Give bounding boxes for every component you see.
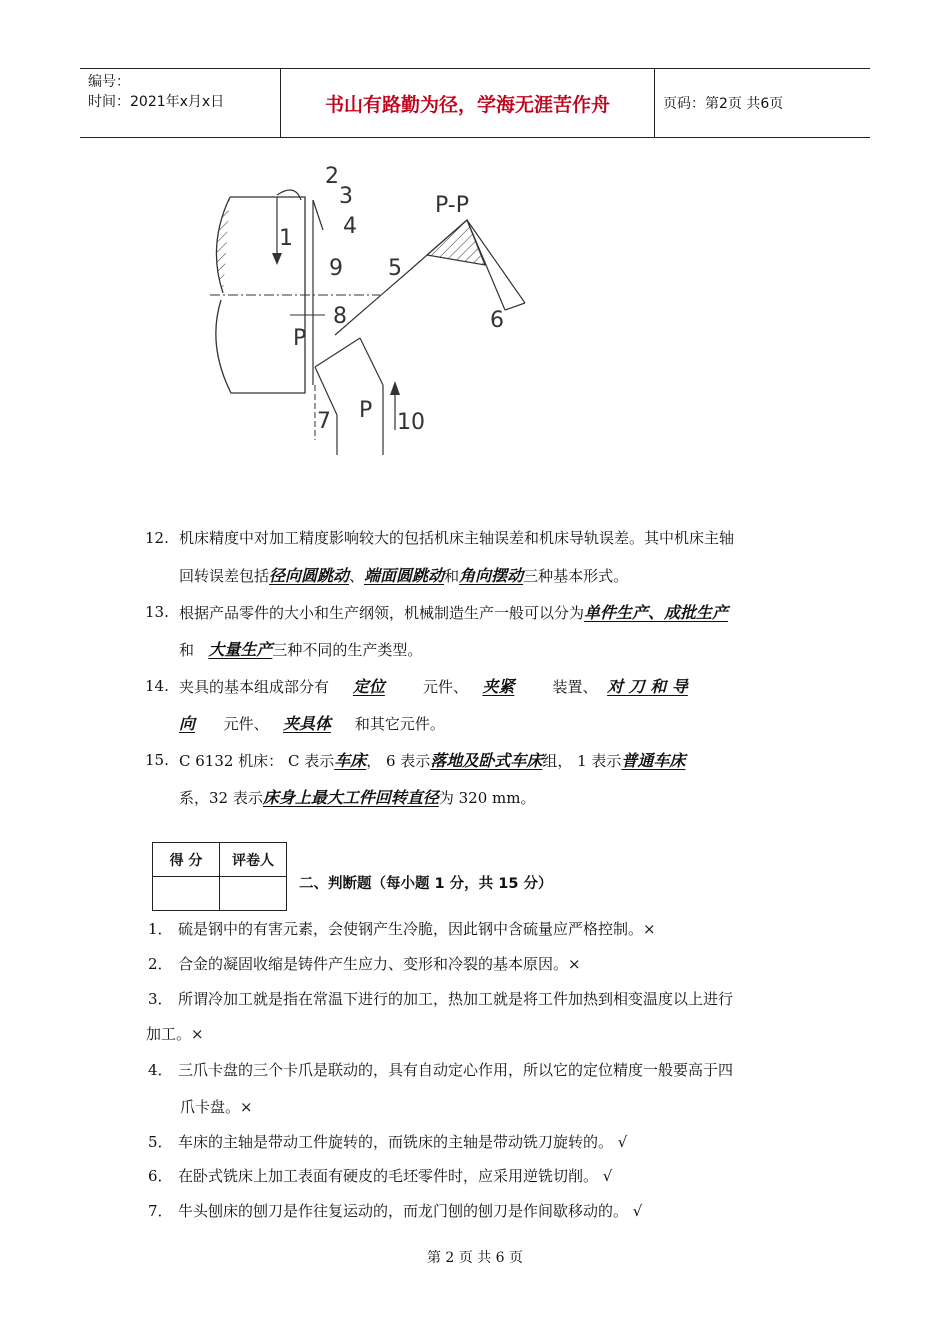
answer-tool-setting: 对 刀 和 导 (607, 677, 688, 696)
label-6: 6 (490, 308, 504, 333)
judge-item-2: 2． 合金的凝固收缩是铸件产生应力、变形和冷裂的基本原因。× (148, 955, 581, 973)
tool-angle-diagram (195, 155, 555, 465)
item-text: C 6132 机床： C 表示车床， 6 表示落地及卧式车床组， 1 表示普通车床 (179, 751, 686, 770)
page-label: 页码：第2页 共6页 (663, 96, 784, 112)
section-label: P-P (435, 193, 469, 218)
answer-axial-runout: 端面圆跳动 (364, 566, 445, 585)
item-text: 机床精度中对加工精度影响较大的包括机床主轴误差和机床导轨误差。其中机床主轴 (179, 529, 735, 547)
p-label-left: P (293, 326, 307, 351)
label-9: 9 (329, 256, 343, 281)
answer-mass: 大量生产 (208, 640, 273, 659)
header-motto (281, 69, 655, 137)
answer-lathe-group: 落地及卧式车床 (430, 751, 543, 770)
label-8: 8 (333, 304, 347, 329)
answer-max-diameter: 床身上最大工件回转直径 (262, 788, 439, 807)
section-title: 二、判断题（每小题 1 分，共 15 分） (299, 876, 553, 892)
time-label: 时间：2021年x月x日 (88, 94, 225, 110)
fill-item-15 (145, 742, 825, 816)
grader-label: 评卷人 (220, 843, 287, 877)
answer-angular-swing: 角向摆动 (459, 566, 524, 585)
motto-text: 书山有路勤为径，学海无涯苦作舟 (324, 93, 610, 116)
answer-batch: 成批生产 (664, 603, 729, 622)
item-text: 根据产品零件的大小和生产纲领，机械制造生产一般可以分为单件生产、成批生产 (179, 603, 729, 622)
diagram-svg (195, 155, 555, 465)
answer-clamping: 夹紧 (482, 677, 515, 696)
answer-lathe: 车床 (334, 751, 367, 770)
item-text-line2: 向 元件、 夹具体 和其它元件。 (179, 714, 445, 733)
label-5: 5 (388, 256, 402, 281)
label-2: 2 (325, 164, 339, 189)
score-field[interactable] (153, 877, 220, 911)
judge-item-3: 3． 所谓冷加工就是指在常温下进行的加工，热加工就是将工件加热到相变温度以上进行 (148, 990, 734, 1008)
label-7: 7 (317, 409, 331, 434)
label-1: 1 (279, 226, 293, 251)
fill-item-13 (145, 594, 825, 668)
item-text-line2: 回转误差包括径向圆跳动、端面圆跳动和角向摆动三种基本形式。 (179, 566, 629, 585)
item-number: 13. (145, 603, 169, 621)
label-3: 3 (339, 184, 353, 209)
judge-item-7: 7． 牛头刨床的刨刀是作往复运动的，而龙门刨的刨刀是作间歇移动的。 √ (148, 1202, 643, 1220)
fill-item-12 (145, 520, 825, 594)
score-table (152, 842, 287, 911)
judge-item-4: 4． 三爪卡盘的三个卡爪是联动的，具有自动定心作用，所以它的定位精度一般要高于四 (148, 1061, 734, 1079)
item-text-line2: 和 大量生产三种不同的生产类型。 (179, 640, 423, 659)
item-text: 夹具的基本组成部分有 定位 元件、 夹紧 装置、 对 刀 和 导 (179, 677, 688, 696)
item-text-line2: 系，32 表示床身上最大工件回转直径为 320 mm。 (179, 788, 536, 807)
judge-item-6: 6． 在卧式铣床上加工表面有硬皮的毛坯零件时，应采用逆铣切削。 √ (148, 1167, 613, 1185)
page-header (80, 68, 870, 138)
p-label-right: P (359, 398, 373, 423)
judge-item-3-cont: 加工。× (146, 1025, 204, 1043)
label-4: 4 (343, 214, 357, 239)
grader-field[interactable] (220, 877, 287, 911)
score-label: 得 分 (153, 843, 220, 877)
fill-item-14 (145, 668, 825, 742)
answer-locating: 定位 (352, 677, 385, 696)
answer-single-piece: 单件生产 (584, 603, 649, 622)
answer-lathe-type: 普通车床 (621, 751, 686, 770)
judge-item-1: 1． 硫是钢中的有害元素，会使钢产生冷脆，因此钢中含硫量应严格控制。× (148, 920, 656, 938)
answer-fixture-body: 夹具体 (282, 714, 331, 733)
item-number: 12. (145, 529, 169, 547)
judge-item-4-cont: 爪卡盘。× (180, 1098, 253, 1116)
page-footer: 第 2 页 共 6 页 (426, 1250, 524, 1266)
item-number: 15. (145, 751, 169, 769)
judge-item-5: 5． 车床的主轴是带动工件旋转的，而铣床的主轴是带动铣刀旋转的。 √ (148, 1133, 628, 1151)
section-pp-shape (410, 220, 525, 310)
label-10: 10 (397, 410, 425, 435)
number-label: 编号： (88, 74, 130, 90)
item-number: 14. (145, 677, 169, 695)
header-meta (80, 69, 281, 137)
answer-radial-runout: 径向圆跳动 (269, 566, 350, 585)
